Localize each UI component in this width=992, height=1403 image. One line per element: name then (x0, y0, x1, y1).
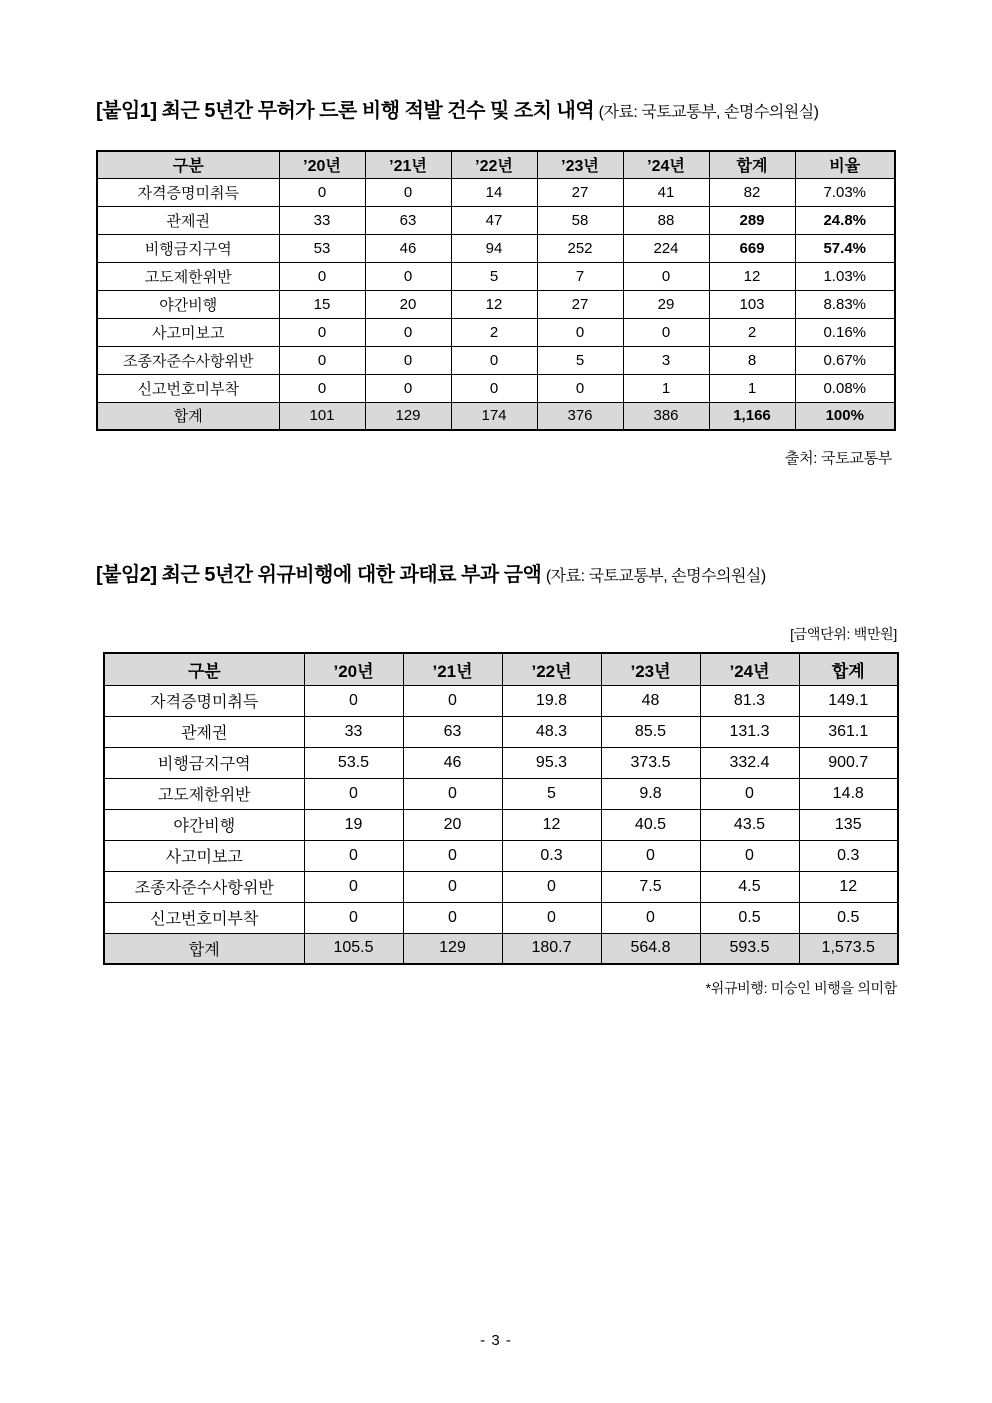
data-cell: 8.83% (795, 290, 895, 318)
data-cell: 12 (451, 290, 537, 318)
row-label: 관제권 (104, 716, 304, 747)
table-row (97, 178, 895, 206)
data-cell: 12 (709, 262, 795, 290)
data-cell: 0 (304, 778, 403, 809)
data-cell: 0 (537, 374, 623, 402)
data-cell: 0.16% (795, 318, 895, 346)
table-row (97, 262, 895, 290)
table-row (97, 346, 895, 374)
data-cell: 0 (403, 840, 502, 871)
data-cell: 0 (451, 374, 537, 402)
attachment1-title-source: (자료: 국토교통부, 손명수의원실) (598, 104, 819, 121)
column-header: ’20년 (304, 653, 403, 685)
column-header: ’23년 (537, 151, 623, 178)
attachment2-title-source: (자료: 국토교통부, 손명수의원실) (545, 568, 766, 585)
row-label: 자격증명미취득 (104, 685, 304, 716)
data-cell: 40.5 (601, 809, 700, 840)
data-cell: 0 (537, 318, 623, 346)
row-label: 비행금지구역 (104, 747, 304, 778)
data-cell: 131.3 (700, 716, 799, 747)
data-cell: 7.03% (795, 178, 895, 206)
data-cell: 1 (623, 374, 709, 402)
data-cell: 5 (502, 778, 601, 809)
data-cell: 15 (279, 290, 365, 318)
data-cell: 12 (502, 809, 601, 840)
table-row (104, 778, 898, 809)
data-cell: 0 (502, 902, 601, 933)
attachment2-section (96, 560, 897, 998)
row-label: 사고미보고 (104, 840, 304, 871)
column-header: ’21년 (403, 653, 502, 685)
data-cell: 174 (451, 402, 537, 430)
data-cell: 8 (709, 346, 795, 374)
data-cell: 47 (451, 206, 537, 234)
data-cell: 0.5 (799, 902, 898, 933)
data-cell: 14 (451, 178, 537, 206)
data-cell: 332.4 (700, 747, 799, 778)
total-row (104, 933, 898, 964)
data-cell: 1,166 (709, 402, 795, 430)
row-label: 고도제한위반 (104, 778, 304, 809)
data-cell: 386 (623, 402, 709, 430)
column-header: ’21년 (365, 151, 451, 178)
data-cell: 2 (709, 318, 795, 346)
data-cell: 20 (403, 809, 502, 840)
row-label: 비행금지구역 (97, 234, 279, 262)
column-header: ’20년 (279, 151, 365, 178)
data-cell: 58 (537, 206, 623, 234)
data-cell: 0 (623, 262, 709, 290)
table-row (104, 840, 898, 871)
header-row (97, 151, 895, 178)
data-cell: 46 (403, 747, 502, 778)
column-header: ’23년 (601, 653, 700, 685)
data-cell: 0 (601, 840, 700, 871)
attachment1-section (96, 96, 894, 468)
row-label: 관제권 (97, 206, 279, 234)
data-cell: 43.5 (700, 809, 799, 840)
table-row (97, 318, 895, 346)
data-cell: 0.67% (795, 346, 895, 374)
data-cell: 5 (451, 262, 537, 290)
data-cell: 14.8 (799, 778, 898, 809)
fine-amount-table (103, 652, 899, 965)
data-cell: 81.3 (700, 685, 799, 716)
data-cell: 2 (451, 318, 537, 346)
data-cell: 53 (279, 234, 365, 262)
data-cell: 149.1 (799, 685, 898, 716)
data-cell: 46 (365, 234, 451, 262)
data-cell: 5 (537, 346, 623, 374)
data-cell: 180.7 (502, 933, 601, 964)
data-cell: 63 (365, 206, 451, 234)
column-header: ’22년 (451, 151, 537, 178)
data-cell: 33 (279, 206, 365, 234)
data-cell: 0 (365, 178, 451, 206)
data-cell: 9.8 (601, 778, 700, 809)
data-cell: 0 (601, 902, 700, 933)
column-header: 비율 (795, 151, 895, 178)
data-cell: 373.5 (601, 747, 700, 778)
data-cell: 376 (537, 402, 623, 430)
data-cell: 0 (700, 840, 799, 871)
row-label: 사고미보고 (97, 318, 279, 346)
data-cell: 24.8% (795, 206, 895, 234)
data-cell: 100% (795, 402, 895, 430)
row-label: 야간비행 (97, 290, 279, 318)
data-cell: 105.5 (304, 933, 403, 964)
data-cell: 57.4% (795, 234, 895, 262)
data-cell: 0 (279, 318, 365, 346)
data-cell: 95.3 (502, 747, 601, 778)
data-cell: 0 (403, 902, 502, 933)
column-header: ’22년 (502, 653, 601, 685)
table-row (97, 234, 895, 262)
data-cell: 103 (709, 290, 795, 318)
data-cell: 27 (537, 178, 623, 206)
data-cell: 0 (279, 374, 365, 402)
data-cell: 0 (304, 902, 403, 933)
data-cell: 33 (304, 716, 403, 747)
data-cell: 19.8 (502, 685, 601, 716)
data-cell: 0 (279, 262, 365, 290)
column-header: ’24년 (700, 653, 799, 685)
attachment2-title-text: [붙임2] 최근 5년간 위규비행에 대한 과태료 부과 금액 (96, 564, 542, 586)
data-cell: 41 (623, 178, 709, 206)
page-number: - 3 - (480, 1332, 512, 1349)
table-row (104, 685, 898, 716)
data-cell: 0 (304, 840, 403, 871)
table-row (97, 206, 895, 234)
column-header: 합계 (799, 653, 898, 685)
data-cell: 0 (623, 318, 709, 346)
data-cell: 669 (709, 234, 795, 262)
data-cell: 564.8 (601, 933, 700, 964)
data-cell: 20 (365, 290, 451, 318)
row-label: 합계 (104, 933, 304, 964)
table-row (97, 374, 895, 402)
data-cell: 224 (623, 234, 709, 262)
data-cell: 7 (537, 262, 623, 290)
data-cell: 12 (799, 871, 898, 902)
row-label: 신고번호미부착 (104, 902, 304, 933)
data-cell: 129 (365, 402, 451, 430)
data-cell: 4.5 (700, 871, 799, 902)
data-cell: 85.5 (601, 716, 700, 747)
data-cell: 88 (623, 206, 709, 234)
column-header: 구분 (104, 653, 304, 685)
data-cell: 0 (365, 318, 451, 346)
data-cell: 3 (623, 346, 709, 374)
total-row (97, 402, 895, 430)
data-cell: 593.5 (700, 933, 799, 964)
column-header: 구분 (97, 151, 279, 178)
data-cell: 135 (799, 809, 898, 840)
data-cell: 0 (403, 871, 502, 902)
data-cell: 1,573.5 (799, 933, 898, 964)
data-cell: 48 (601, 685, 700, 716)
data-cell: 0 (365, 262, 451, 290)
column-header: ’24년 (623, 151, 709, 178)
row-label: 신고번호미부착 (97, 374, 279, 402)
table-row (104, 747, 898, 778)
table-row (104, 716, 898, 747)
data-cell: 53.5 (304, 747, 403, 778)
data-cell: 1 (709, 374, 795, 402)
header-row (104, 653, 898, 685)
data-cell: 94 (451, 234, 537, 262)
data-cell: 361.1 (799, 716, 898, 747)
data-cell: 252 (537, 234, 623, 262)
row-label: 합계 (97, 402, 279, 430)
unit-note: [금액단위: 백만원] (790, 626, 897, 642)
data-cell: 0 (279, 178, 365, 206)
data-cell: 27 (537, 290, 623, 318)
data-cell: 289 (709, 206, 795, 234)
column-header: 합계 (709, 151, 795, 178)
data-cell: 0 (403, 685, 502, 716)
attachment1-title (96, 96, 894, 128)
data-cell: 900.7 (799, 747, 898, 778)
row-label: 조종자준수사항위반 (97, 346, 279, 374)
data-cell: 19 (304, 809, 403, 840)
data-cell: 0 (502, 871, 601, 902)
data-cell: 63 (403, 716, 502, 747)
data-cell: 0.5 (700, 902, 799, 933)
table-row (104, 871, 898, 902)
footnote: *위규비행: 미승인 비행을 의미함 (705, 980, 897, 996)
attachment1-title-text: [붙임1] 최근 5년간 무허가 드론 비행 적발 건수 및 조치 내역 (96, 100, 595, 122)
data-cell: 0 (365, 346, 451, 374)
data-cell: 0 (304, 685, 403, 716)
data-cell: 48.3 (502, 716, 601, 747)
table-row (97, 290, 895, 318)
data-cell: 82 (709, 178, 795, 206)
data-cell: 129 (403, 933, 502, 964)
data-cell: 0 (304, 871, 403, 902)
table-row (104, 809, 898, 840)
attachment2-title (96, 560, 897, 592)
row-label: 자격증명미취득 (97, 178, 279, 206)
data-cell: 0 (403, 778, 502, 809)
data-cell: 101 (279, 402, 365, 430)
data-cell: 0.3 (799, 840, 898, 871)
data-cell: 0 (451, 346, 537, 374)
row-label: 고도제한위반 (97, 262, 279, 290)
data-cell: 0.3 (502, 840, 601, 871)
row-label: 조종자준수사항위반 (104, 871, 304, 902)
violation-count-table (96, 150, 896, 431)
data-cell: 0 (365, 374, 451, 402)
data-cell: 0.08% (795, 374, 895, 402)
row-label: 야간비행 (104, 809, 304, 840)
table-row (104, 902, 898, 933)
source-note: 출처: 국토교통부 (784, 450, 892, 467)
data-cell: 0 (700, 778, 799, 809)
data-cell: 1.03% (795, 262, 895, 290)
data-cell: 7.5 (601, 871, 700, 902)
data-cell: 29 (623, 290, 709, 318)
data-cell: 0 (279, 346, 365, 374)
